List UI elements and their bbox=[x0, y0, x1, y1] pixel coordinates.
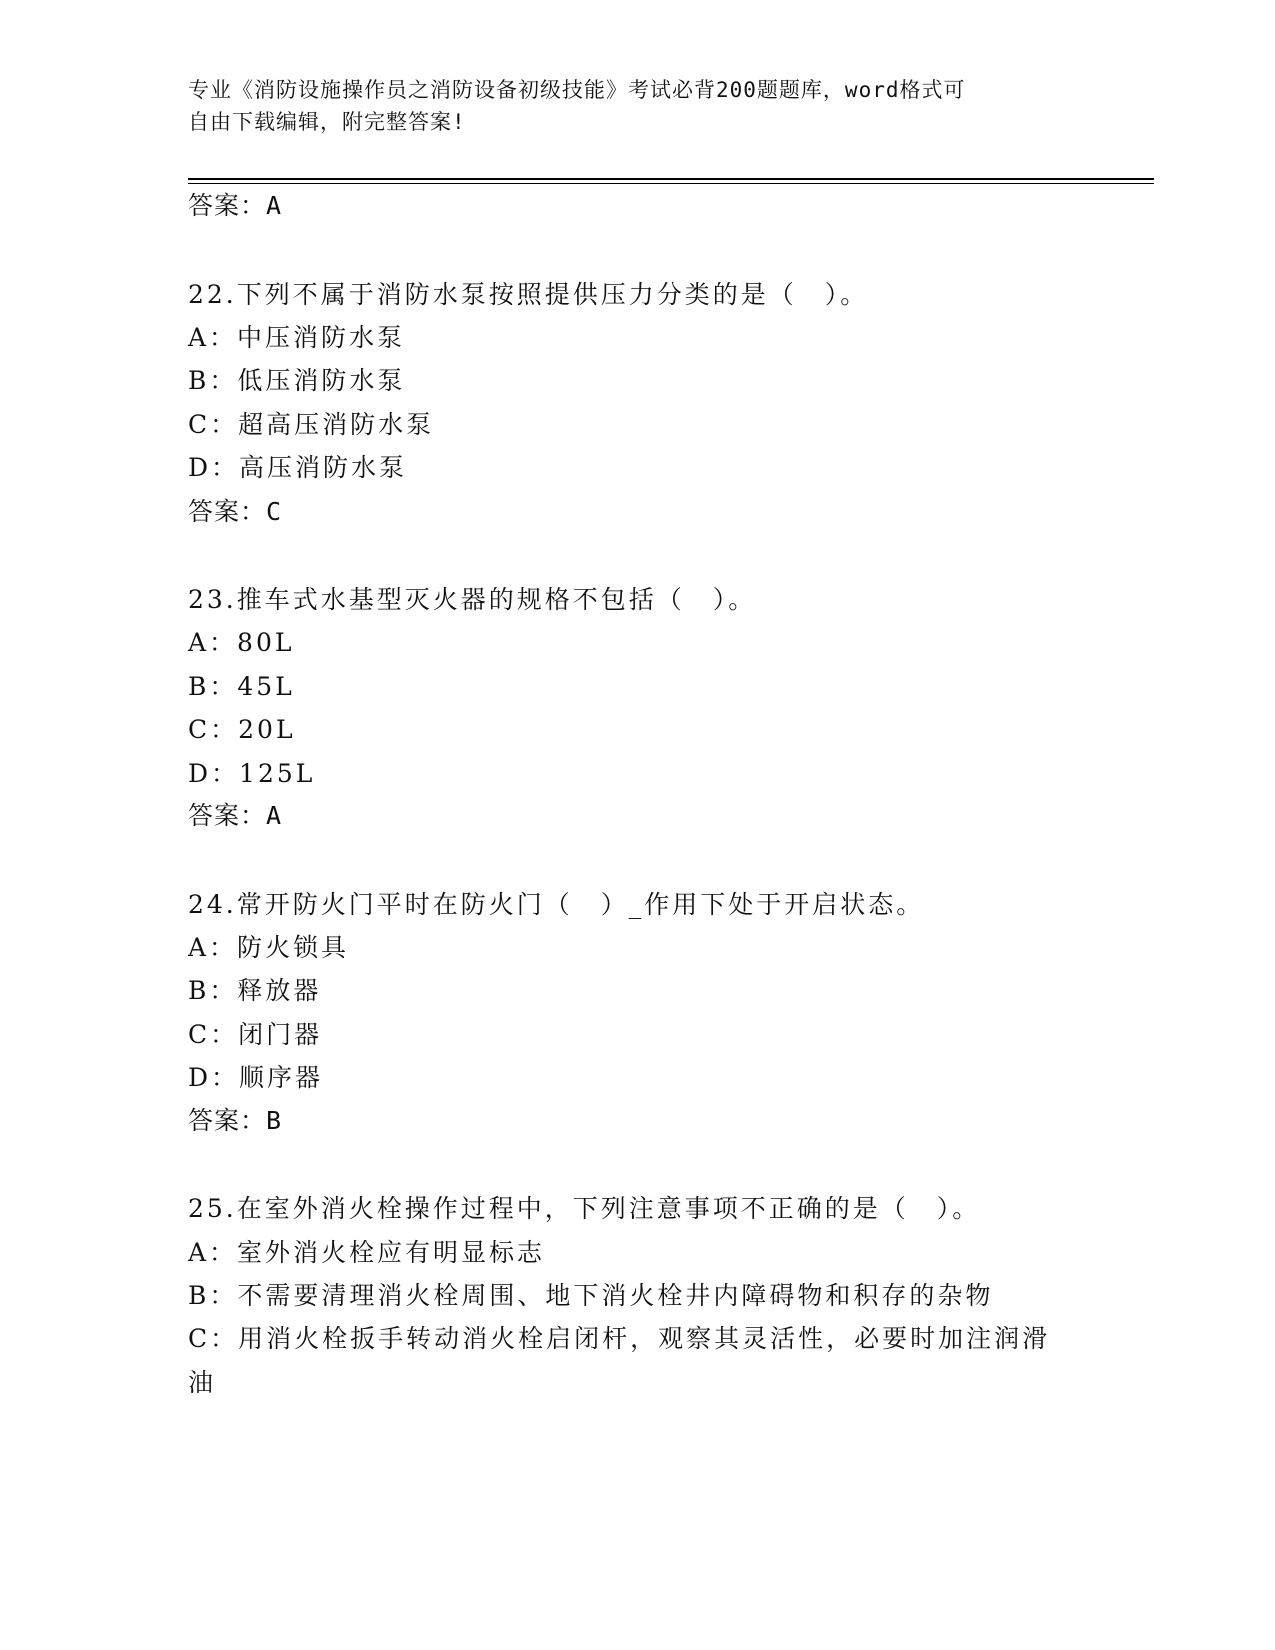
answer-line: 答案：B bbox=[188, 1106, 283, 1135]
option-a: A：室外消火栓应有明显标志 bbox=[188, 1238, 546, 1267]
option-a: A：80L bbox=[188, 628, 295, 657]
answer-line: 答案：C bbox=[188, 497, 283, 526]
option-c: C：20L bbox=[188, 715, 296, 744]
option-a: A：中压消防水泵 bbox=[188, 323, 406, 352]
option-c: C：闭门器 bbox=[188, 1020, 323, 1049]
answer-line: 答案：A bbox=[188, 801, 283, 830]
option-d: D：高压消防水泵 bbox=[188, 453, 408, 482]
option-c: C：用消火栓扳手转动消火栓启闭杆，观察其灵活性，必要时加注润滑 bbox=[188, 1324, 1051, 1353]
option-c-continuation: 油 bbox=[188, 1368, 217, 1397]
header-divider-thin bbox=[188, 183, 1154, 184]
header-divider-thick bbox=[188, 178, 1154, 180]
question-stem: 24.常开防火门平时在防火门（ ）_作用下处于开启状态。 bbox=[188, 890, 925, 919]
answer-line: 答案：A bbox=[188, 191, 283, 220]
option-a: A：防火锁具 bbox=[188, 933, 350, 962]
option-b: B：45L bbox=[188, 672, 295, 701]
question-stem: 22.下列不属于消防水泵按照提供压力分类的是（ ）。 bbox=[188, 280, 869, 309]
option-b: B：低压消防水泵 bbox=[188, 366, 406, 395]
header-line-2: 自由下载编辑，附完整答案! bbox=[188, 110, 466, 134]
option-d: D：顺序器 bbox=[188, 1063, 324, 1092]
option-c: C：超高压消防水泵 bbox=[188, 410, 435, 439]
document-header bbox=[188, 74, 1088, 138]
header-line-1: 专业《消防设施操作员之消防设备初级技能》考试必背200题题库，word格式可 bbox=[188, 78, 966, 102]
option-b: B：不需要清理消火栓周围、地下消火栓井内障碍物和积存的杂物 bbox=[188, 1281, 994, 1310]
option-d: D：125L bbox=[188, 759, 316, 788]
option-b: B：释放器 bbox=[188, 976, 322, 1005]
question-stem: 25.在室外消火栓操作过程中，下列注意事项不正确的是（ ）。 bbox=[188, 1194, 981, 1223]
question-stem: 23.推车式水基型灭火器的规格不包括（ ）。 bbox=[188, 585, 757, 614]
